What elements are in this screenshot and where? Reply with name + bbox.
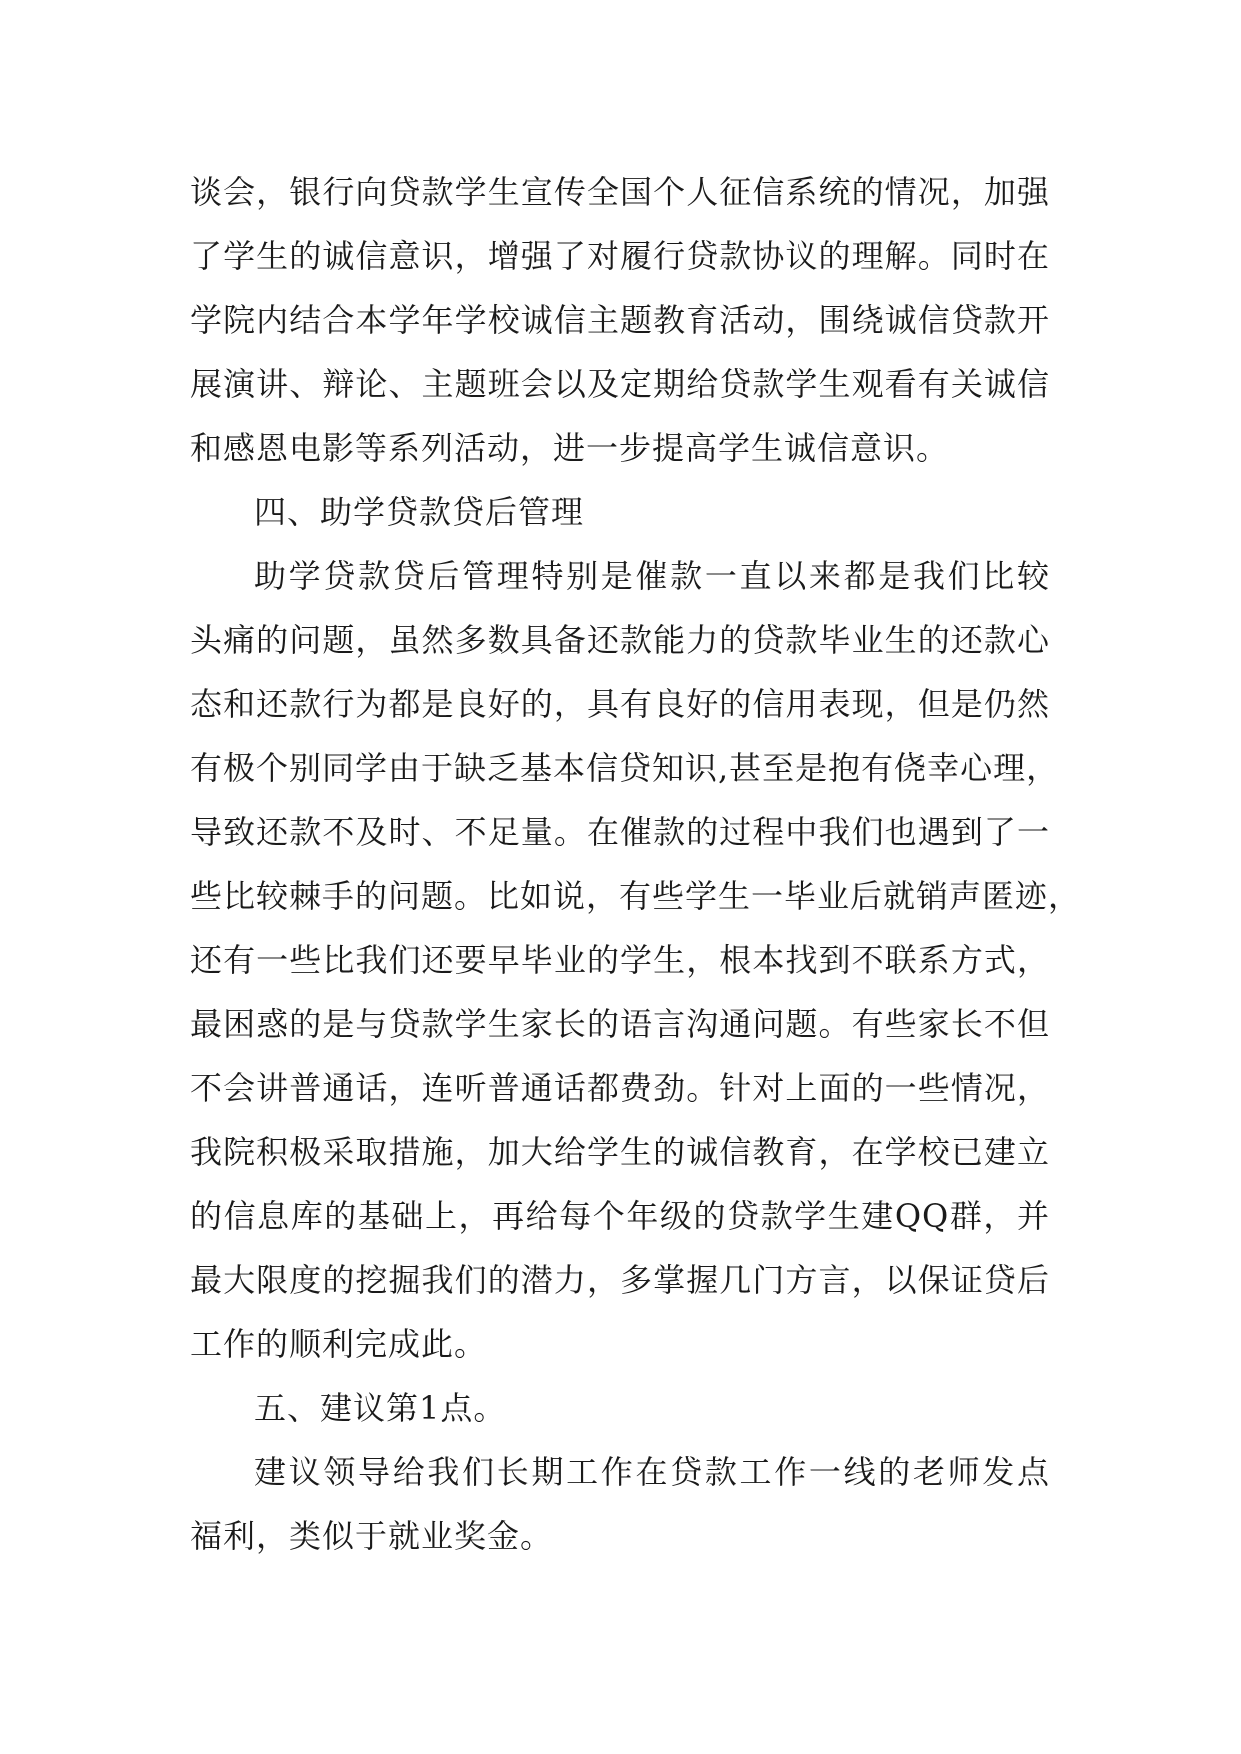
body-line: 了学生的诚信意识，增强了对履行贷款协议的理解。同时在	[190, 237, 1050, 275]
document-body	[190, 160, 1082, 1568]
body-line: 福利，类似于就业奖金。	[190, 1517, 554, 1555]
body-line: 不会讲普通话，连听普通话都费劲。针对上面的一些情况，	[190, 1069, 1050, 1107]
body-line: 我院积极采取措施，加大给学生的诚信教育，在学校已建立	[190, 1133, 1050, 1171]
body-line: 的信息库的基础上，再给每个年级的贷款学生建QQ群，并	[190, 1197, 1050, 1235]
body-line: 助学贷款贷后管理特别是催款一直以来都是我们比较	[254, 557, 1050, 595]
section-heading: 四、助学贷款贷后管理	[254, 493, 585, 531]
body-line: 最大限度的挖掘我们的潜力，多掌握几门方言，以保证贷后	[190, 1261, 1050, 1299]
body-line: 和感恩电影等系列活动，进一步提高学生诚信意识。	[190, 429, 950, 467]
body-line: 谈会，银行向贷款学生宣传全国个人征信系统的情况，加强	[190, 173, 1050, 211]
body-line: 导致还款不及时、不足量。在催款的过程中我们也遇到了一	[190, 813, 1050, 851]
body-line: 建议领导给我们长期工作在贷款工作一线的老师发点	[254, 1453, 1050, 1491]
body-line: 些比较棘手的问题。比如说，有些学生一毕业后就销声匿迹，	[190, 877, 1082, 915]
body-line: 展演讲、辩论、主题班会以及定期给贷款学生观看有关诚信	[190, 365, 1050, 403]
section-heading: 五、建议第1点。	[254, 1389, 507, 1427]
body-line: 工作的顺利完成此。	[190, 1325, 488, 1363]
body-line: 有极个别同学由于缺乏基本信贷知识,甚至是抱有侥幸心理，	[190, 749, 1060, 787]
body-line: 态和还款行为都是良好的，具有良好的信用表现，但是仍然	[190, 685, 1050, 723]
body-line: 头痛的问题，虽然多数具备还款能力的贷款毕业生的还款心	[190, 621, 1050, 659]
body-line: 最困惑的是与贷款学生家长的语言沟通问题。有些家长不但	[190, 1005, 1050, 1043]
body-line: 学院内结合本学年学校诚信主题教育活动，围绕诚信贷款开	[190, 301, 1050, 339]
body-line: 还有一些比我们还要早毕业的学生，根本找到不联系方式，	[190, 941, 1050, 979]
